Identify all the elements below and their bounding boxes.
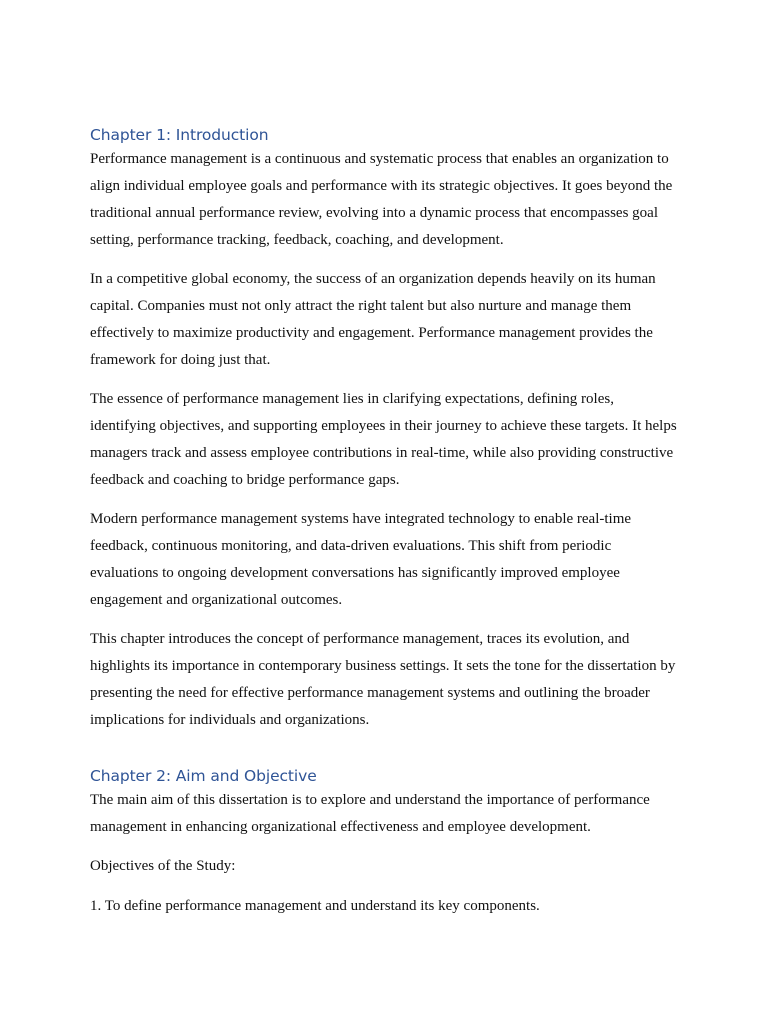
chapter-1-heading: Chapter 1: Introduction bbox=[90, 126, 269, 144]
objective-item-1: 1. To define performance management and understand its key components. bbox=[90, 898, 540, 914]
chapter-1-paragraph-3: The essence of performance management lies in clarifying expectations, defining roles, identifying objectives, and supporting employees in their journey to achieve these targets. It helps managers track and assess employee contributions in real-time, while also providing constructive feedback and coaching to bridge performance gaps. bbox=[90, 391, 677, 488]
chapter-1-paragraph-5: This chapter introduces the concept of performance management, traces its evolution, and highlights its importance in contemporary business settings. It sets the tone for the dissertation by presenting the need for effective performance management systems and outlining the broader implications for individuals and organizations. bbox=[90, 631, 676, 728]
chapter-1-paragraph-1: Performance management is a continuous and systematic process that enables an organization to align individual employee goals and performance with its strategic objectives. It goes beyond the traditional annual performance review, evolving into a dynamic process that encompasses goal setting, performance tracking, feedback, coaching, and development. bbox=[90, 151, 673, 248]
chapter-2-paragraph-1: The main aim of this dissertation is to explore and understand the importance of performance management in enhancing organizational effectiveness and employee development. bbox=[90, 792, 650, 835]
document-body bbox=[90, 124, 682, 932]
chapter-1-paragraph-2: In a competitive global economy, the success of an organization depends heavily on its human capital. Companies must not only attract the right talent but also nurture and manage them effectively to maximize productivity and engagement. Performance management provides the framework for doing just that. bbox=[90, 271, 656, 368]
objectives-label: Objectives of the Study: bbox=[90, 858, 236, 874]
chapter-1-paragraph-4: Modern performance management systems have integrated technology to enable real-time feedback, continuous monitoring, and data-driven evaluations. This shift from periodic evaluations to ongoing development conversations has significantly improved employee engagement and organizational outcomes. bbox=[90, 511, 632, 608]
chapter-2-heading: Chapter 2: Aim and Objective bbox=[90, 767, 317, 785]
